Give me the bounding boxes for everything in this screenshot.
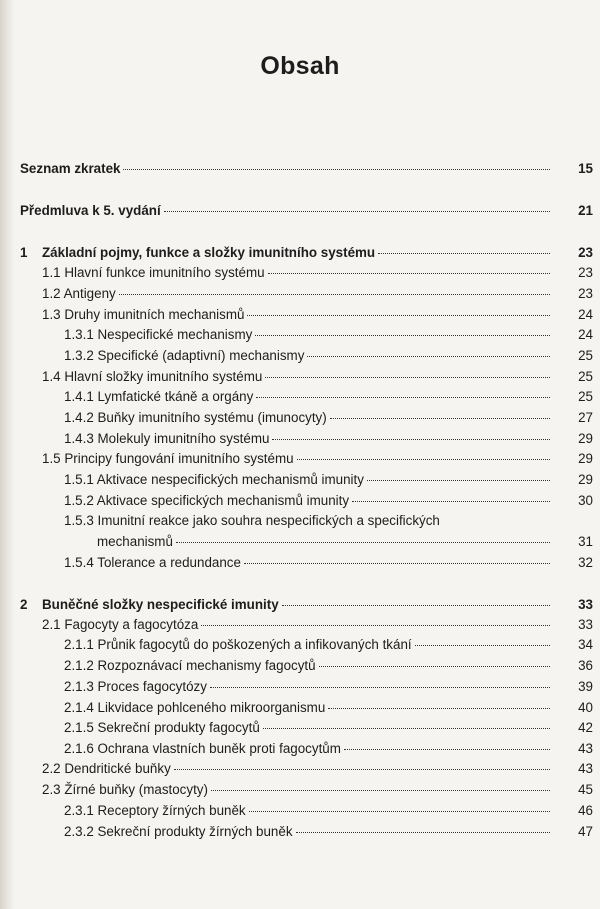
- toc-entry: [0, 345, 600, 366]
- toc-page-number: 25: [578, 348, 593, 363]
- toc-entry: [0, 304, 600, 325]
- toc-entry-title: 1.5.1 Aktivace nespecifických mechanismů imunity: [64, 472, 364, 487]
- toc-dot-leader: [319, 666, 550, 667]
- toc-dot-leader: [123, 169, 550, 170]
- toc-dot-leader: [282, 605, 550, 606]
- toc-page-number: 29: [578, 431, 593, 446]
- toc-page-number: 43: [578, 761, 593, 776]
- toc-dot-leader: [210, 687, 550, 688]
- toc-dot-leader: [272, 439, 550, 440]
- toc-dot-leader: [328, 708, 550, 709]
- toc-page-number: 33: [578, 617, 593, 632]
- toc-dot-leader: [268, 273, 550, 274]
- toc-dot-leader: [119, 294, 550, 295]
- toc-page-number: 32: [578, 555, 593, 570]
- toc-dot-leader: [352, 501, 550, 502]
- toc-entry: [0, 428, 600, 449]
- toc-entry-title: 1.4 Hlavní složky imunitního systému: [42, 369, 263, 384]
- toc-entry: [0, 448, 600, 469]
- toc-page-number: 27: [578, 410, 593, 425]
- toc-entry: [0, 697, 600, 718]
- toc-page-number: 29: [578, 451, 593, 466]
- toc-dot-leader: [415, 645, 550, 646]
- toc-entry: [0, 655, 600, 676]
- toc-entry: [0, 510, 600, 531]
- toc-dot-leader: [164, 211, 550, 212]
- toc-entry: [0, 386, 600, 407]
- toc-entry: [0, 324, 600, 345]
- toc-entry-title: 2.3.1 Receptory žírných buněk: [64, 803, 246, 818]
- toc-entry-title: 2.1.2 Rozpoznávací mechanismy fagocytů: [64, 658, 316, 673]
- toc-dot-leader: [296, 832, 550, 833]
- toc-dot-leader: [263, 728, 550, 729]
- toc-entry-title: Buněčné složky nespecifické imunity: [42, 597, 279, 612]
- toc-dot-leader: [344, 749, 550, 750]
- toc-entry: [0, 469, 600, 490]
- toc-entry-title: 2.1.6 Ochrana vlastních buněk proti fagocytům: [64, 741, 341, 756]
- toc-dot-leader: [367, 480, 550, 481]
- toc-entry-title: 1.5 Principy fungování imunitního systému: [42, 451, 294, 466]
- toc-page-number: 23: [578, 265, 593, 280]
- toc-entry: [0, 758, 600, 779]
- toc-dot-leader: [201, 625, 550, 626]
- toc-page-number: 40: [578, 700, 593, 715]
- toc-dot-leader: [249, 811, 550, 812]
- toc-entry-title: 2.1.1 Průnik fagocytů do poškozených a infikovaných tkání: [64, 637, 412, 652]
- toc-page-number: 25: [578, 369, 593, 384]
- toc-entry: [0, 242, 600, 263]
- toc-entry: [0, 779, 600, 800]
- toc-entry-title: 1.4.2 Buňky imunitního systému (imunocyty): [64, 410, 327, 425]
- toc-page-number: 39: [578, 679, 593, 694]
- toc-page-number: 23: [578, 286, 593, 301]
- toc-entry-title: 1.1 Hlavní funkce imunitního systému: [42, 265, 265, 280]
- toc-entry: [0, 676, 600, 697]
- toc-dot-leader: [244, 563, 550, 564]
- toc-dot-leader: [256, 397, 550, 398]
- toc-dot-leader: [297, 459, 550, 460]
- toc-entry-title: 1.5.3 Imunitní reakce jako souhra nespecifických a specifických: [64, 513, 440, 528]
- toc-page-number: 43: [578, 741, 593, 756]
- toc-entry: [0, 158, 600, 179]
- toc-dot-leader: [176, 542, 550, 543]
- toc-page-number: 24: [578, 327, 593, 342]
- toc-entry-title: 1.3.2 Specifické (adaptivní) mechanismy: [64, 348, 305, 363]
- toc-dot-leader: [330, 418, 550, 419]
- toc-entry-title: mechanismů: [97, 534, 173, 549]
- toc-page-number: 30: [578, 493, 593, 508]
- toc-entry: [0, 283, 600, 304]
- toc-page-number: 42: [578, 720, 593, 735]
- toc-page-number: 34: [578, 637, 593, 652]
- toc-entry-title: 1.4.3 Molekuly imunitního systému: [64, 431, 270, 446]
- toc-page-number: 24: [578, 307, 593, 322]
- toc-entry: [0, 366, 600, 387]
- toc-entry: [0, 552, 600, 573]
- toc-entry: [0, 738, 600, 759]
- toc-entry: [0, 490, 600, 511]
- toc-page-number: 29: [578, 472, 593, 487]
- toc-entry-title: 1.4.1 Lymfatické tkáně a orgány: [64, 389, 254, 404]
- toc-entry: [0, 717, 600, 738]
- toc-dot-leader: [307, 356, 550, 357]
- toc-entry-title: 2.1.5 Sekreční produkty fagocytů: [64, 720, 260, 735]
- toc-entry: [0, 594, 600, 615]
- toc-page-number: 23: [578, 245, 593, 260]
- toc-dot-leader: [211, 790, 550, 791]
- toc-page-number: 46: [578, 803, 593, 818]
- toc-chapter-number: 2: [20, 597, 28, 612]
- page-title: Obsah: [260, 52, 340, 80]
- toc-page-number: 45: [578, 782, 593, 797]
- toc-entry: [0, 800, 600, 821]
- toc-entry: [0, 614, 600, 635]
- toc-dot-leader: [247, 315, 550, 316]
- toc-entry: [0, 262, 600, 283]
- toc-entry-title: 1.2 Antigeny: [42, 286, 116, 301]
- toc-entry: [0, 821, 600, 842]
- toc-entry-title: Základní pojmy, funkce a složky imunitního systému: [42, 245, 376, 260]
- toc-page-number: 36: [578, 658, 593, 673]
- toc-entry: [0, 200, 600, 221]
- toc-entry-title: 1.3 Druhy imunitních mechanismů: [42, 307, 245, 322]
- toc-entry-title: 1.5.4 Tolerance a redundance: [64, 555, 241, 570]
- toc-dot-leader: [265, 377, 550, 378]
- toc-page-number: 47: [578, 824, 593, 839]
- toc-dot-leader: [378, 253, 550, 254]
- toc-page-number: 21: [578, 203, 593, 218]
- toc-entry: [0, 407, 600, 428]
- toc-entry-title: 2.3 Žírné buňky (mastocyty): [42, 782, 208, 797]
- toc-entry-title: 1.5.2 Aktivace specifických mechanismů imunity: [64, 493, 350, 508]
- toc-entry-title: 2.3.2 Sekreční produkty žírných buněk: [64, 824, 293, 839]
- toc-entry-title: 2.1.3 Proces fagocytózy: [64, 679, 207, 694]
- toc-entry-title: 1.3.1 Nespecifické mechanismy: [64, 327, 253, 342]
- toc-page-number: 15: [578, 161, 593, 176]
- toc-entry: [0, 634, 600, 655]
- toc-chapter-number: 1: [20, 245, 28, 260]
- toc-entry-title: 2.1 Fagocyty a fagocytóza: [42, 617, 199, 632]
- toc-dot-leader: [174, 769, 550, 770]
- toc-entry-title: Předmluva k 5. vydání: [20, 203, 161, 218]
- toc-page-number: 31: [578, 534, 593, 549]
- toc-page-number: 25: [578, 389, 593, 404]
- toc-entry: [0, 531, 600, 552]
- toc-page-number: 33: [578, 597, 593, 612]
- toc-dot-leader: [255, 335, 550, 336]
- toc-entry-title: 2.2 Dendritické buňky: [42, 761, 171, 776]
- toc-entry-title: Seznam zkratek: [20, 161, 121, 176]
- toc-entry-title: 2.1.4 Likvidace pohlceného mikroorganismu: [64, 700, 326, 715]
